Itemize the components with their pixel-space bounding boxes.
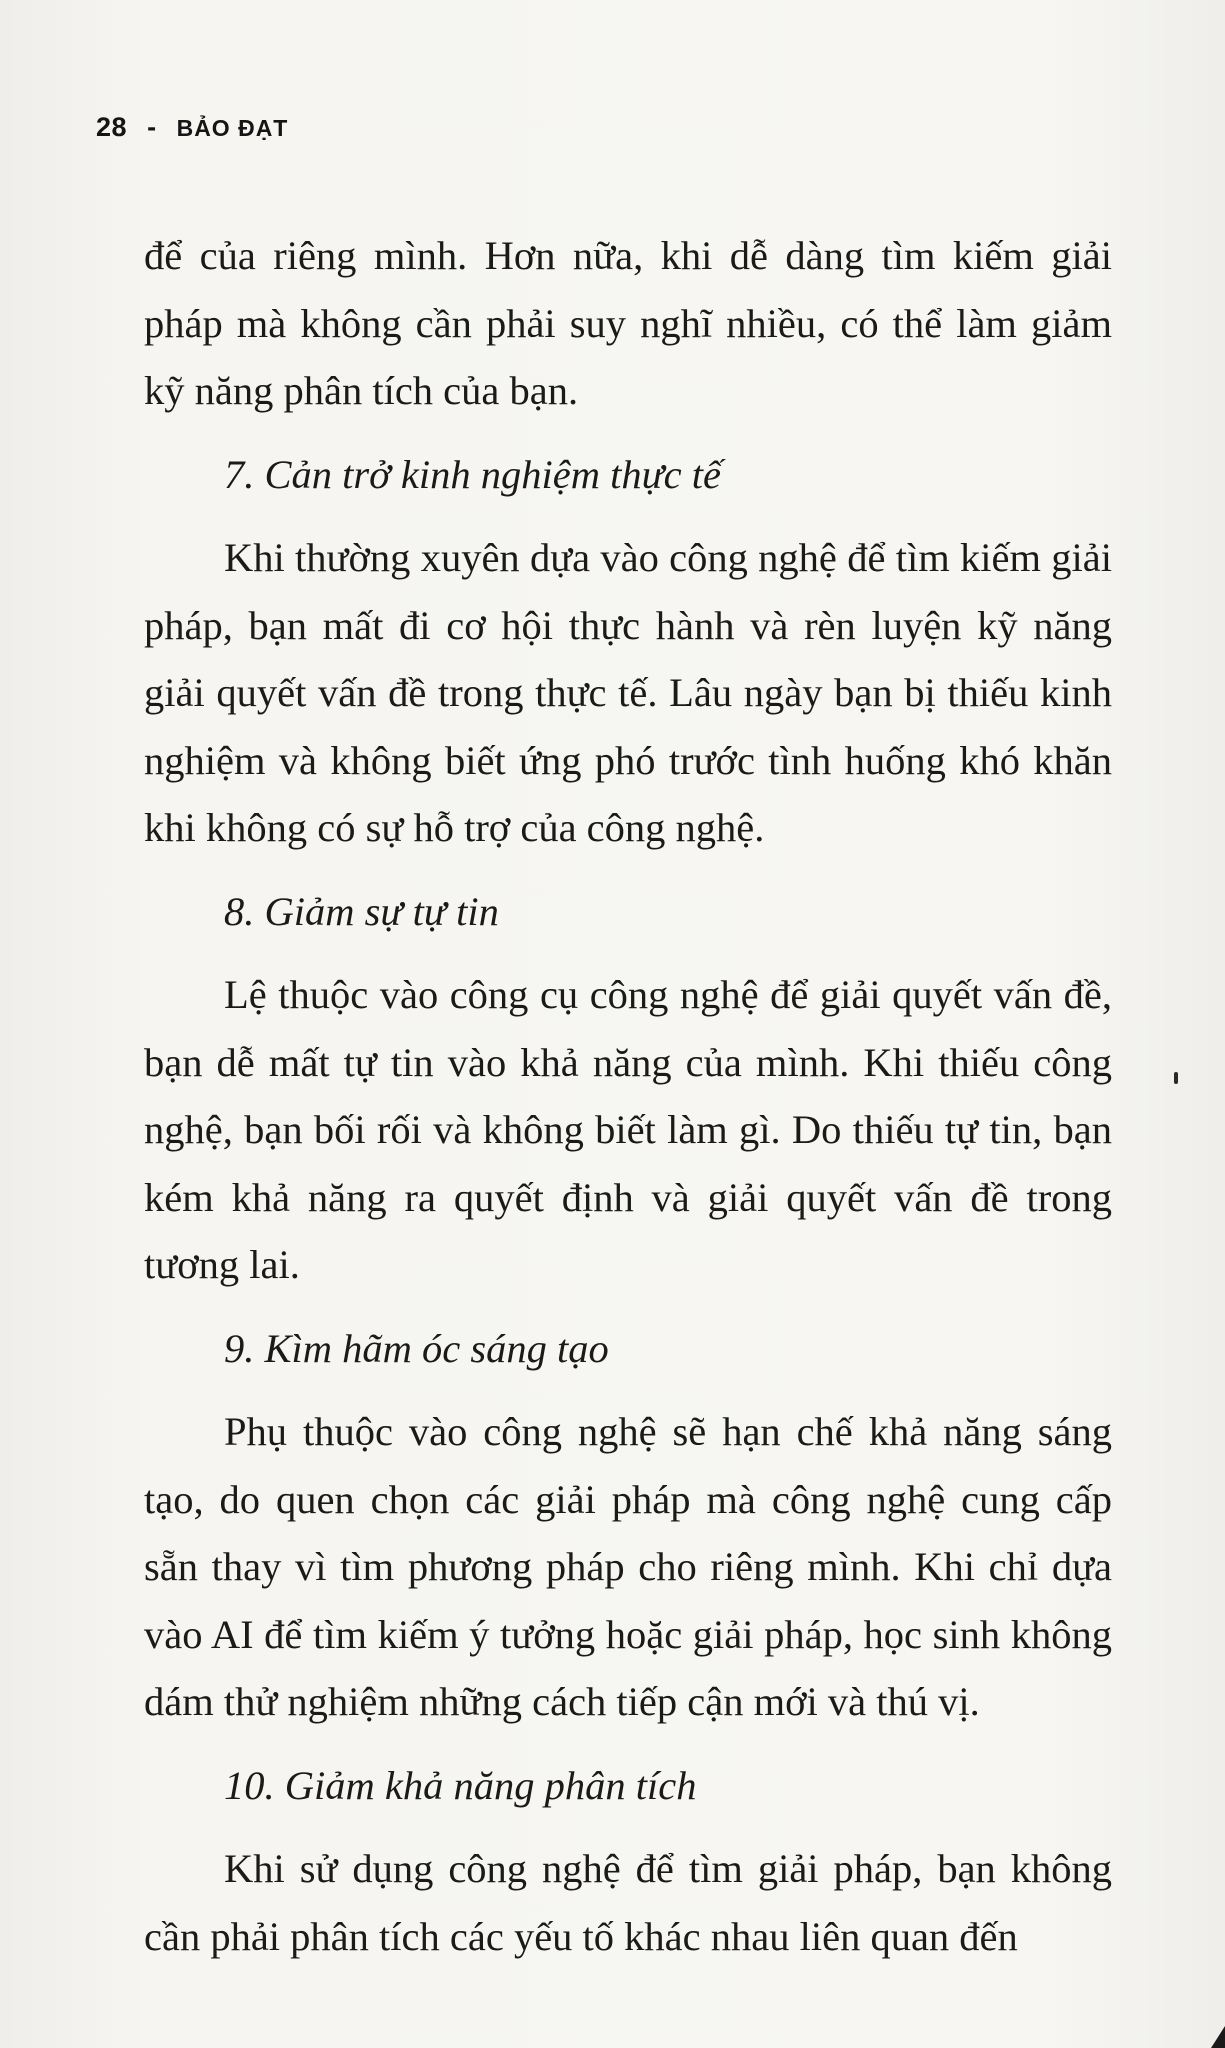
page-corner xyxy=(1211,2026,1225,2048)
paragraph-9: Phụ thuộc vào công nghệ sẽ hạn chế khả năng sáng tạo, do quen chọn các giải pháp mà công nghệ cung cấp sẵn thay vì tìm phương pháp cho riêng mình. Khi chỉ dựa vào AI để tìm kiếm ý tưởng hoặc giải pháp, học sinh không dám thử nghiệm những cách tiếp cận mới và thú vị. xyxy=(144,1409,1112,1724)
margin-mark xyxy=(1174,1072,1178,1084)
page-number: 28 xyxy=(96,112,128,142)
header-separator: - xyxy=(147,112,157,142)
author-name: BẢO ĐẠT xyxy=(176,115,289,141)
section-heading-7: 7. Cản trở kinh nghiệm thực tế xyxy=(224,451,722,497)
body-text xyxy=(144,222,1112,1970)
section-heading-10: 10. Giảm khả năng phân tích xyxy=(224,1762,697,1808)
paragraph-continued: để của riêng mình. Hơn nữa, khi dễ dàng tìm kiếm giải pháp mà không cần phải suy nghĩ nhiều, có thể làm giảm kỹ năng phân tích của bạn. xyxy=(144,233,1112,413)
section-heading-9: 9. Kìm hãm óc sáng tạo xyxy=(224,1325,609,1371)
running-head xyxy=(96,112,288,143)
paragraph-7: Khi thường xuyên dựa vào công nghệ để tìm kiếm giải pháp, bạn mất đi cơ hội thực hành và rèn luyện kỹ năng giải quyết vấn đề trong thực tế. Lâu ngày bạn bị thiếu kinh nghiệm và không biết ứng phó trước tình huống khó khăn khi không có sự hỗ trợ của công nghệ. xyxy=(144,535,1112,850)
paragraph-8: Lệ thuộc vào công cụ công nghệ để giải quyết vấn đề, bạn dễ mất tự tin vào khả năng của mình. Khi thiếu công nghệ, bạn bối rối và không biết làm gì. Do thiếu tự tin, bạn kém khả năng ra quyết định và giải quyết vấn đề trong tương lai. xyxy=(144,972,1112,1287)
section-heading-8: 8. Giảm sự tự tin xyxy=(224,888,499,934)
paragraph-10: Khi sử dụng công nghệ để tìm giải pháp, bạn không cần phải phân tích các yếu tố khác nhau liên quan đến xyxy=(144,1846,1112,1959)
